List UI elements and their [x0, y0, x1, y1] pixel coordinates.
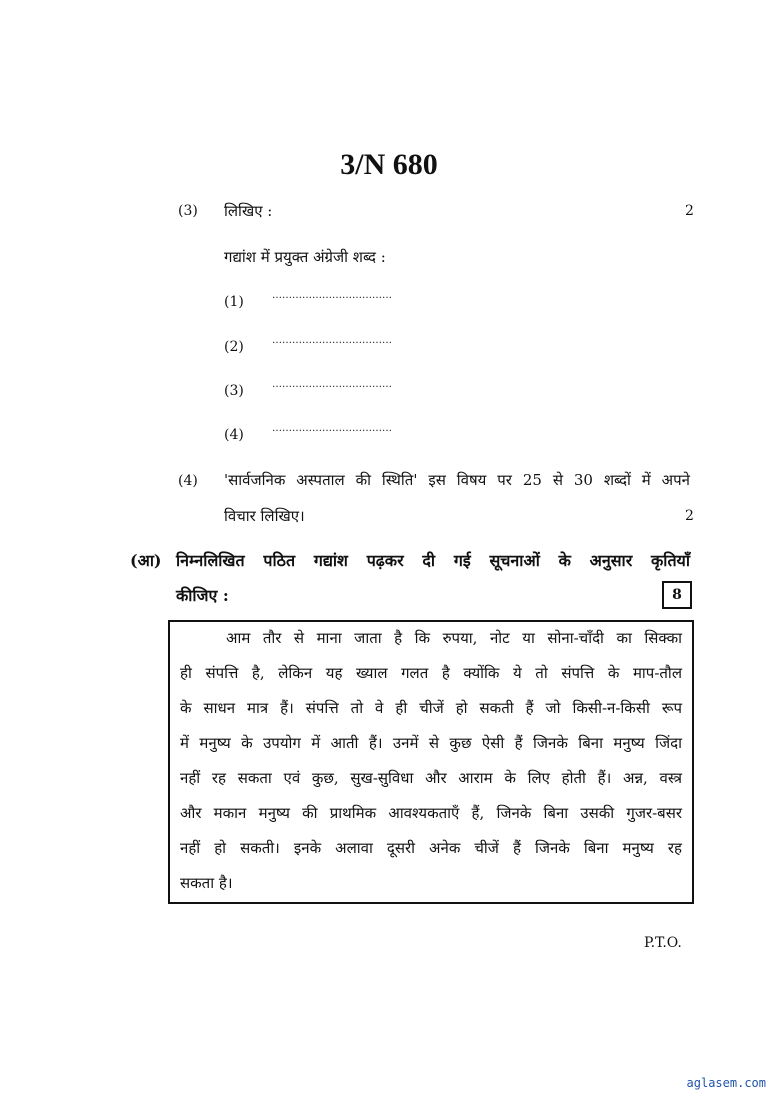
item-number: (3) [224, 383, 244, 399]
passage-line: आम तौर से माना जाता है कि रुपया, नोट या सोना-चाँदी का सिक्का [226, 629, 682, 647]
q4-marks: 2 [685, 508, 694, 524]
answer-blank: ……………………………… [272, 290, 392, 301]
passage-line: नहीं हो सकती। इनके अलावा दूसरी अनेक चीजें हैं जिनके बिना मनुष्य रह [180, 839, 682, 857]
passage-line: और मकान मनुष्य की प्राथमिक आवश्यकताएँ हैं, जिनके बिना उसकी गुजर-बसर [180, 804, 682, 822]
q3-number: (3) [178, 203, 198, 219]
q4-number: (4) [178, 473, 198, 489]
item-number: (1) [224, 294, 244, 310]
passage-box [168, 620, 694, 904]
q4-line1: 'सार्वजनिक अस्पताल की स्थिति' इस विषय पर 25 से 30 शब्दों में अपने [224, 471, 690, 489]
passage-line: के साधन मात्र हैं। संपत्ति तो वे ही चीजें हो सकती हैं जो किसी-न-किसी रूप [180, 699, 682, 717]
answer-blank: ……………………………… [272, 423, 392, 434]
section-number: (आ) [130, 551, 162, 570]
section-marks-box: 8 [662, 581, 692, 609]
answer-blank: ……………………………… [272, 335, 392, 346]
item-number: (2) [224, 339, 244, 355]
item-number: (4) [224, 427, 244, 443]
passage-line: में मनुष्य के उपयोग में आती हैं। उनमें से कुछ ऐसी हैं जिनके बिना मनुष्य जिंदा [180, 734, 682, 752]
answer-blank: ……………………………… [272, 379, 392, 390]
passage-line: ही संपत्ति है, लेकिन यह ख्याल गलत है क्योंकि ये तो संपत्ति के माप-तौल [180, 664, 682, 682]
paper-code: 3/N 680 [340, 148, 438, 181]
q3-marks: 2 [685, 203, 694, 219]
section-instruction-line1: निम्नलिखित पठित गद्यांश पढ़कर दी गई सूचनाओं के अनुसार कृतियाँ [176, 551, 690, 570]
pto-label: P.T.O. [644, 935, 682, 951]
q3-label: लिखिए : [224, 202, 273, 220]
passage-line: सकता है। [180, 874, 233, 892]
q4-line2: विचार लिखिए। [224, 507, 305, 525]
section-instruction-line2: कीजिए : [176, 586, 229, 605]
q3-prompt: गद्यांश में प्रयुक्त अंग्रेजी शब्द : [224, 248, 386, 266]
watermark: aglasem.com [686, 1076, 766, 1090]
passage-line: नहीं रह सकता एवं कुछ, सुख-सुविधा और आराम के लिए होती हैं। अन्न, वस्त्र [180, 769, 682, 787]
